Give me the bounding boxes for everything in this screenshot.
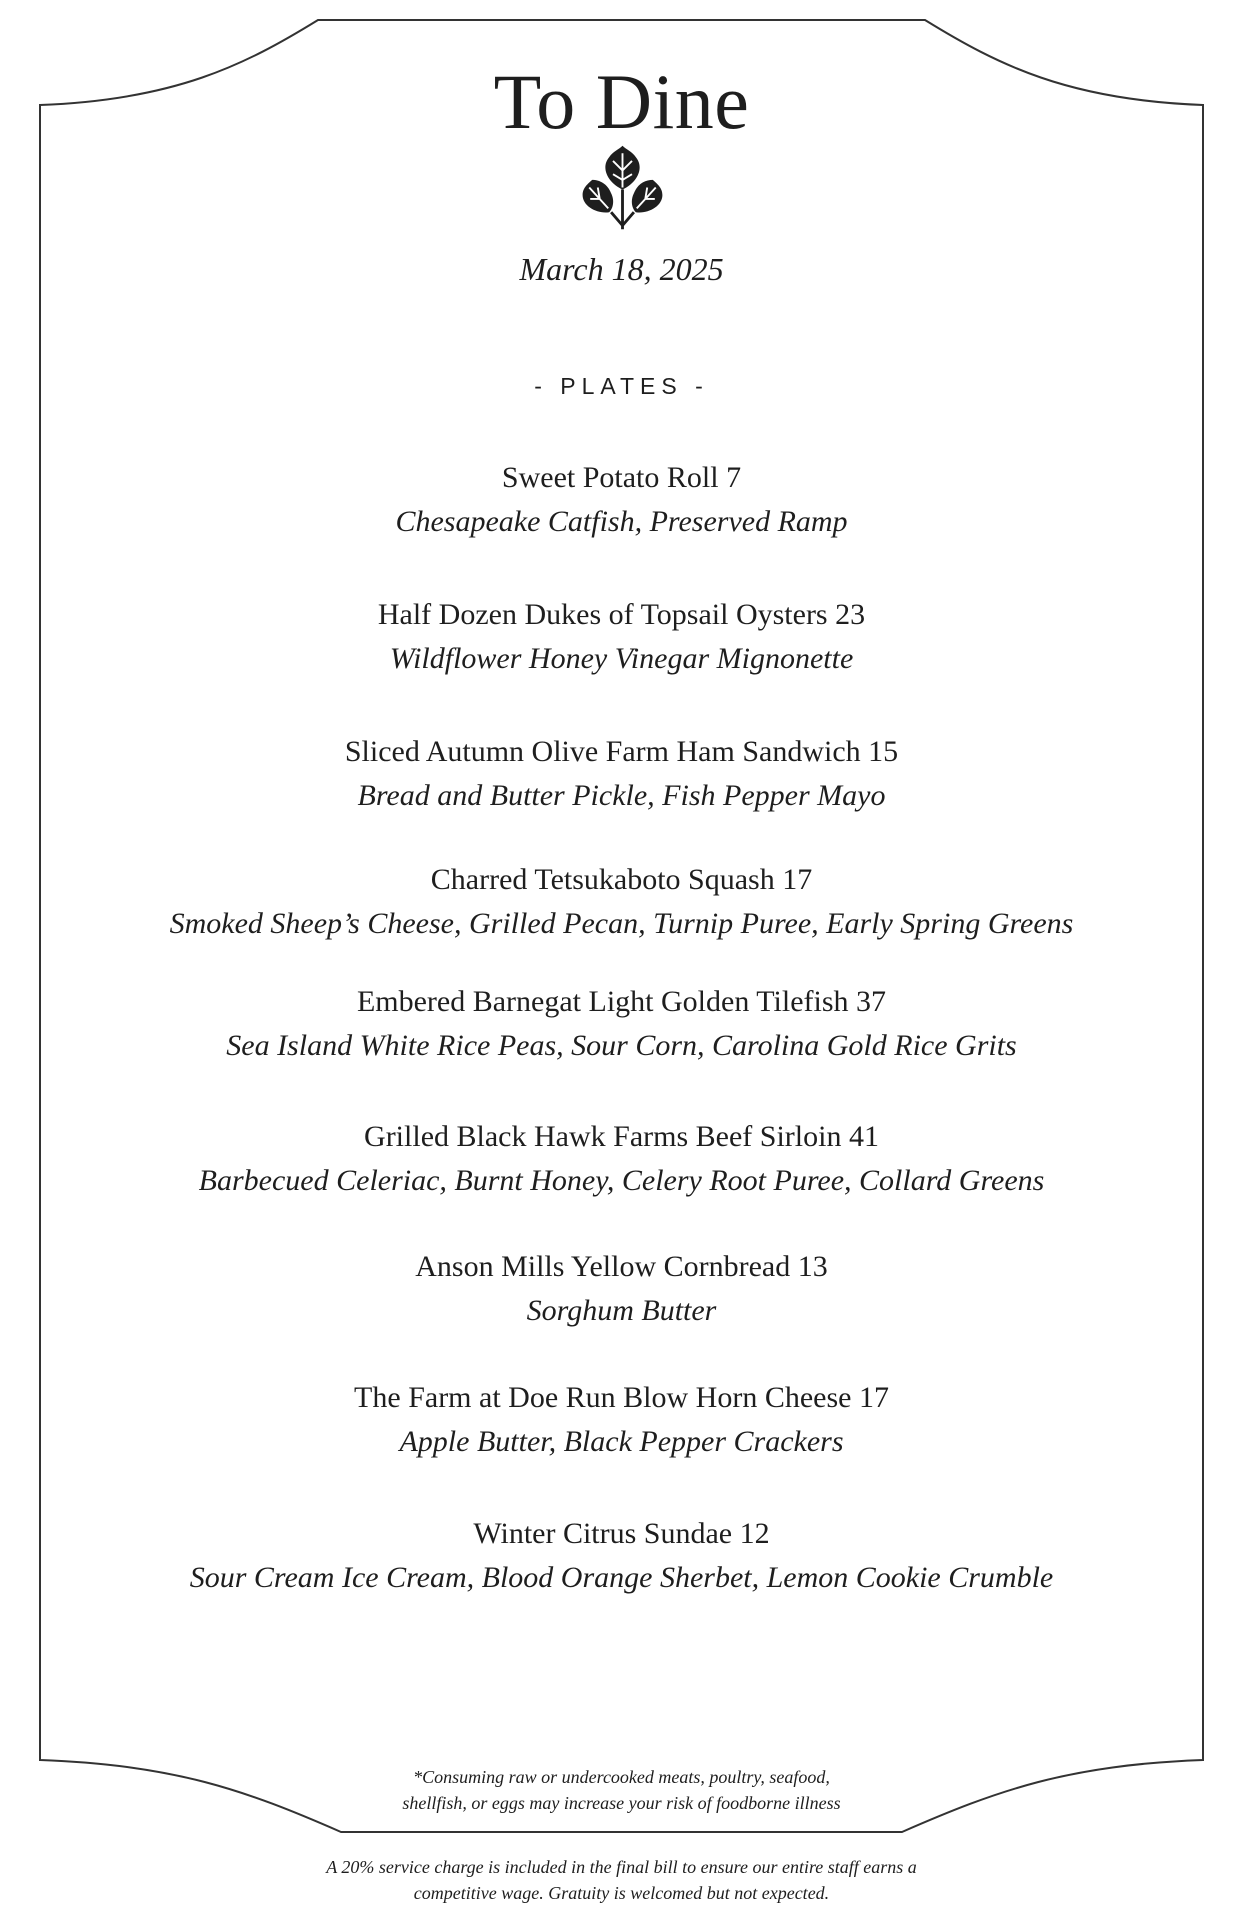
menu-item — [0, 1376, 1243, 1464]
service-charge-note — [0, 1854, 1243, 1906]
dish-name: Charred Tetsukaboto Squash 17 — [430, 863, 813, 896]
dish-name: Embered Barnegat Light Golden Tilefish 37 — [356, 985, 887, 1018]
dish-description: Chesapeake Catfish, Preserved Ramp — [395, 505, 848, 538]
service-note-line: competitive wage. Gratuity is welcomed but not expected. — [413, 1883, 830, 1903]
menu-date: March 18, 2025 — [519, 251, 724, 287]
menu-item — [0, 1245, 1243, 1333]
dish-description: Sorghum Butter — [526, 1294, 717, 1327]
dish-description: Bread and Butter Pickle, Fish Pepper Mayo — [357, 779, 886, 812]
floral-leaf-icon — [575, 140, 670, 235]
menu-item — [0, 730, 1243, 818]
health-notice-line: *Consuming raw or undercooked meats, poultry, seafood, — [413, 1767, 830, 1787]
dish-name: Anson Mills Yellow Cornbread 13 — [415, 1250, 828, 1283]
dish-name: Sliced Autumn Olive Farm Ham Sandwich 15 — [344, 735, 899, 768]
menu-item — [0, 456, 1243, 544]
menu-item — [0, 980, 1243, 1068]
health-notice-line: shellfish, or eggs may increase your risk of foodborne illness — [402, 1793, 841, 1813]
section-heading: - PLATES - — [534, 373, 709, 399]
dish-description: Sea Island White Rice Peas, Sour Corn, Carolina Gold Rice Grits — [226, 1029, 1017, 1062]
dish-name: Grilled Black Hawk Farms Beef Sirloin 41 — [364, 1120, 879, 1153]
dish-description: Barbecued Celeriac, Burnt Honey, Celery Root Puree, Collard Greens — [198, 1164, 1045, 1197]
dish-description: Apple Butter, Black Pepper Crackers — [399, 1425, 844, 1458]
menu-item — [0, 858, 1243, 946]
dish-name: Half Dozen Dukes of Topsail Oysters 23 — [377, 598, 866, 631]
dish-description: Wildflower Honey Vinegar Mignonette — [389, 642, 854, 675]
dish-name: Sweet Potato Roll 7 — [501, 461, 742, 494]
service-note-line: A 20% service charge is included in the final bill to ensure our entire staff earns a — [326, 1857, 917, 1877]
menu-item — [0, 1512, 1243, 1600]
dish-description: Smoked Sheep’s Cheese, Grilled Pecan, Turnip Puree, Early Spring Greens — [169, 907, 1074, 940]
menu-title: To Dine — [493, 58, 750, 145]
menu-item — [0, 593, 1243, 681]
dish-name: The Farm at Doe Run Blow Horn Cheese 17 — [354, 1381, 889, 1414]
dish-name: Winter Citrus Sundae 12 — [473, 1517, 770, 1550]
health-notice — [0, 1764, 1243, 1816]
dish-description: Sour Cream Ice Cream, Blood Orange Sherbet, Lemon Cookie Crumble — [189, 1561, 1054, 1594]
menu-item — [0, 1115, 1243, 1203]
